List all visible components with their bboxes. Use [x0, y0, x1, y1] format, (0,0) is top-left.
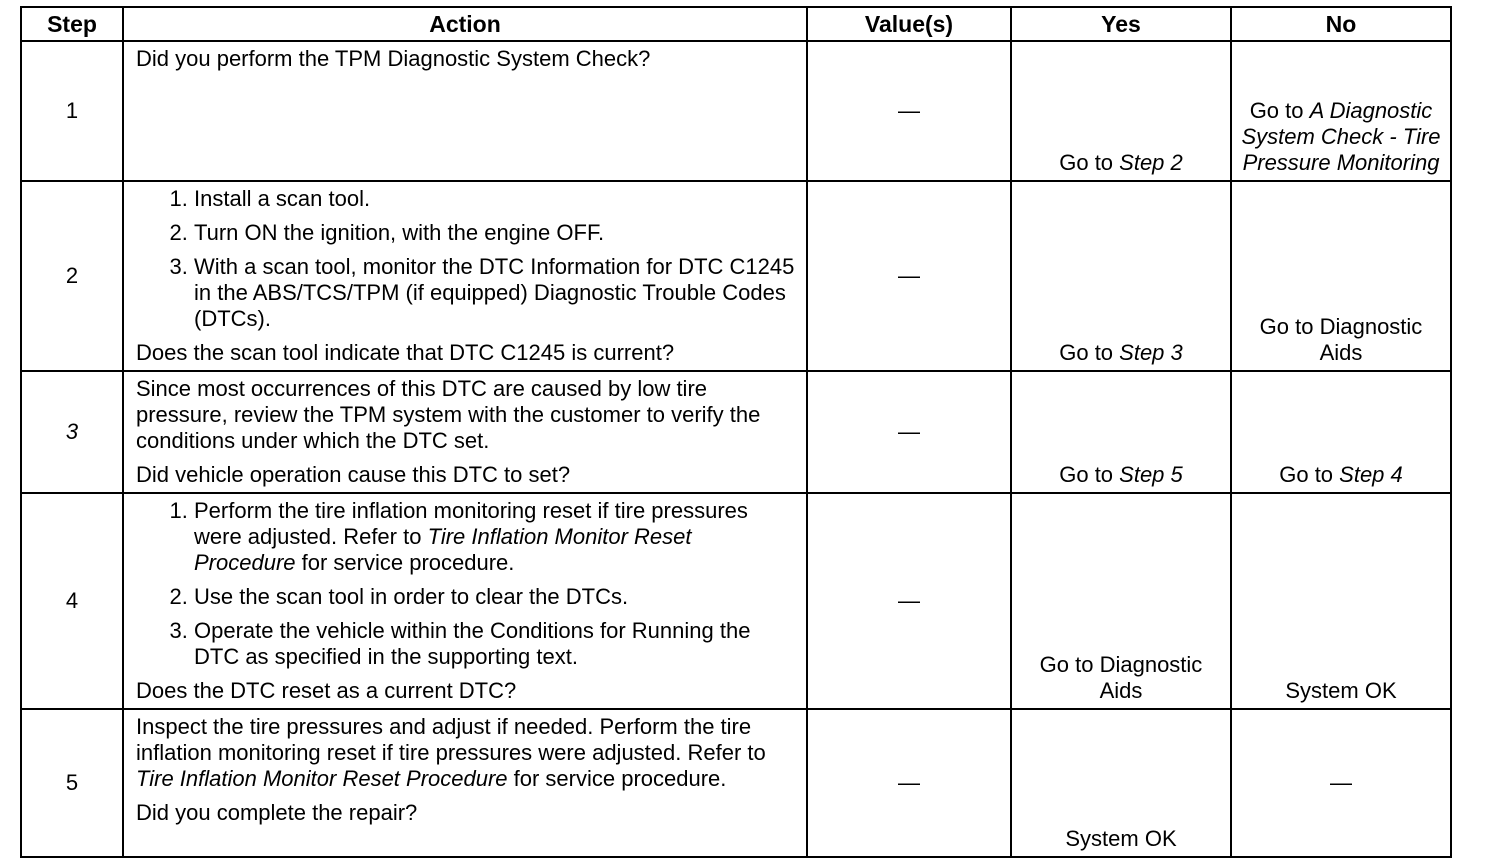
no-prefix: Go to	[1279, 462, 1340, 487]
action-text	[136, 714, 798, 792]
header-no: No	[1231, 7, 1451, 41]
action-step-item: 2. Use the scan tool in order to clear the DTCs.	[194, 584, 798, 610]
action-text-part: Inspect the tire pressures and adjust if needed. Perform the tire inflation monitoring reset if tire pressures were adjusted. Refer to	[136, 714, 766, 765]
action-question: Does the scan tool indicate that DTC C1245 is current?	[136, 340, 675, 365]
step-number: 2	[21, 181, 123, 371]
table-row	[21, 709, 1451, 857]
yes-prefix: Go to	[1059, 340, 1120, 365]
procedure-reference: Tire Inflation Monitor Reset Procedure	[136, 766, 508, 791]
action-cell	[123, 181, 807, 371]
yes-cell	[1011, 41, 1231, 181]
no-procedure-link: A Diagnostic System Check - Tire Pressure Monitoring	[1241, 98, 1441, 175]
no-prefix: Go to	[1249, 98, 1310, 123]
action-step-item: 1. Install a scan tool.	[194, 186, 798, 212]
table-row	[21, 493, 1451, 709]
yes-prefix: Go to	[1059, 462, 1120, 487]
step-text: Perform the tire inflation monitoring reset if tire pressures were adjusted. Refer to	[194, 498, 748, 549]
action-text: Since most occurrences of this DTC are caused by low tire pressure, review the TPM system with the customer to verify the conditions under which the DTC set.	[136, 376, 761, 453]
step-number: 5	[21, 709, 123, 857]
diagnostic-table	[20, 6, 1452, 858]
yes-prefix: Go to	[1059, 150, 1120, 175]
step-number: 1	[21, 41, 123, 181]
header-yes: Yes	[1011, 7, 1231, 41]
action-steps-list	[136, 186, 798, 332]
no-cell	[1231, 41, 1451, 181]
action-cell	[123, 709, 807, 857]
header-action: Action	[123, 7, 807, 41]
table-row	[21, 41, 1451, 181]
action-cell	[123, 371, 807, 493]
header-row	[21, 7, 1451, 41]
table-row	[21, 371, 1451, 493]
action-cell	[123, 493, 807, 709]
value-cell: —	[807, 181, 1011, 371]
action-step-item	[194, 498, 798, 576]
value-cell: —	[807, 709, 1011, 857]
action-question: Did vehicle operation cause this DTC to set?	[136, 462, 571, 487]
table-row	[21, 181, 1451, 371]
yes-step-link: Step 3	[1119, 340, 1183, 365]
action-step-item: 2. Turn ON the ignition, with the engine OFF.	[194, 220, 798, 246]
no-cell: Go to Diagnostic Aids	[1231, 181, 1451, 371]
action-text-part: for service procedure.	[507, 766, 727, 791]
action-cell	[123, 41, 807, 181]
no-cell: System OK	[1231, 493, 1451, 709]
value-cell: —	[807, 493, 1011, 709]
no-cell: —	[1231, 709, 1451, 857]
yes-cell: Go to Diagnostic Aids	[1011, 493, 1231, 709]
no-step-link: Step 4	[1339, 462, 1403, 487]
procedure-reference: Tire Inflation Monitor Reset Procedure	[194, 524, 692, 575]
value-cell: —	[807, 371, 1011, 493]
action-steps-list	[136, 498, 798, 670]
action-question: Does the DTC reset as a current DTC?	[136, 678, 517, 703]
no-cell	[1231, 371, 1451, 493]
yes-cell	[1011, 181, 1231, 371]
yes-step-link: Step 5	[1119, 462, 1183, 487]
header-step: Step	[21, 7, 123, 41]
action-step-item: 3. With a scan tool, monitor the DTC Information for DTC C1245 in the ABS/TCS/TPM (if equipped) Diagnostic Trouble Codes (DTCs).	[194, 254, 798, 332]
action-text: Did you perform the TPM Diagnostic System Check?	[136, 46, 651, 71]
step-number: 4	[21, 493, 123, 709]
yes-cell: System OK	[1011, 709, 1231, 857]
step-text: for service procedure.	[295, 550, 515, 575]
yes-cell	[1011, 371, 1231, 493]
action-step-item: 3. Operate the vehicle within the Conditions for Running the DTC as specified in the supporting text.	[194, 618, 798, 670]
action-question: Did you complete the repair?	[136, 800, 418, 825]
step-number: 3	[21, 371, 123, 493]
header-values: Value(s)	[807, 7, 1011, 41]
value-cell: —	[807, 41, 1011, 181]
yes-step-link: Step 2	[1119, 150, 1183, 175]
